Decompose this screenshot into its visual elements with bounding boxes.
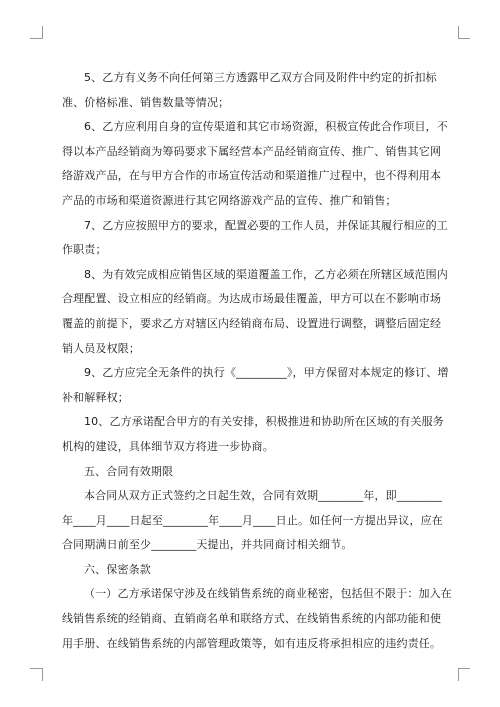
crop-mark-bottom-left-h <box>30 668 42 669</box>
clause-8: 8、为有效完成相应销售区域的渠道覆盖工作，乙方必须在所辖区域范围内合理配置、设立相应的经销商。为达成市场最佳覆盖，甲方可以在不影响市场覆盖的前提下，要求乙方对辖区内经销商布局、设置进行调整，调整后固定经销人员及权限； <box>62 267 448 355</box>
section-heading-confidentiality: 六、保密条款 <box>84 562 151 576</box>
crop-mark-top-left-h <box>30 38 42 39</box>
crop-mark-top-right-v <box>458 26 459 39</box>
document-body <box>62 66 452 656</box>
clause-9: 9、乙方应完全无条件的执行《_________》，甲方保留对本规定的修订、增补和解释权； <box>62 366 449 404</box>
clause-6: 6、乙方应利用自身的宣传渠道和其它市场资源，积极宣传此合作项目，不得以本产品经销商为筹码要求下属经营本产品经销商宣传、推广、销售其它网络游戏产品，在与甲方合作的市场宣传活动和渠道推广过程中，也不得利用本产品的市场和渠道资源进行其它网络游戏产品的宣传、推广和销售； <box>62 120 448 207</box>
clause-10: 10、乙方承诺配合甲方的有关安排，积极推进和协助所在区域的有关服务机构的建设，具体细节双方将进一步协商。 <box>62 415 444 453</box>
crop-mark-bottom-left-v <box>42 668 43 681</box>
crop-mark-top-left-v <box>42 26 43 39</box>
section-heading-term: 五、合同有效期限 <box>84 464 174 478</box>
clause-5: 5、乙方有义务不向任何第三方透露甲乙双方合同及附件中约定的折扣标准、价格标准、销售数量等情况； <box>62 71 437 109</box>
term-paragraph: 本合同从双方正式签约之日起生效，合同有效期________年，即________年____月____日起至________年____月____日止。如任何一方提出异议，应在合同期满日前至少________天提出，并共同商讨相关细节。 <box>62 489 443 552</box>
confidentiality-clause-1: （一）乙方承诺保守涉及在线销售系统的商业秘密，包括但不限于：加入在线销售系统的经销商、直销商名单和联络方式、在线销售系统的内部功能和使用手册、在线销售系统的内部管理政策等，如有违反将承担相应的违约责任。 <box>62 587 452 650</box>
clause-7: 7、乙方应按照甲方的要求，配置必要的工作人员，并保证其履行相应的工作职责； <box>62 218 448 257</box>
crop-mark-bottom-right-h <box>458 668 470 669</box>
crop-mark-top-right-h <box>458 38 470 39</box>
crop-mark-bottom-right-v <box>458 668 459 681</box>
